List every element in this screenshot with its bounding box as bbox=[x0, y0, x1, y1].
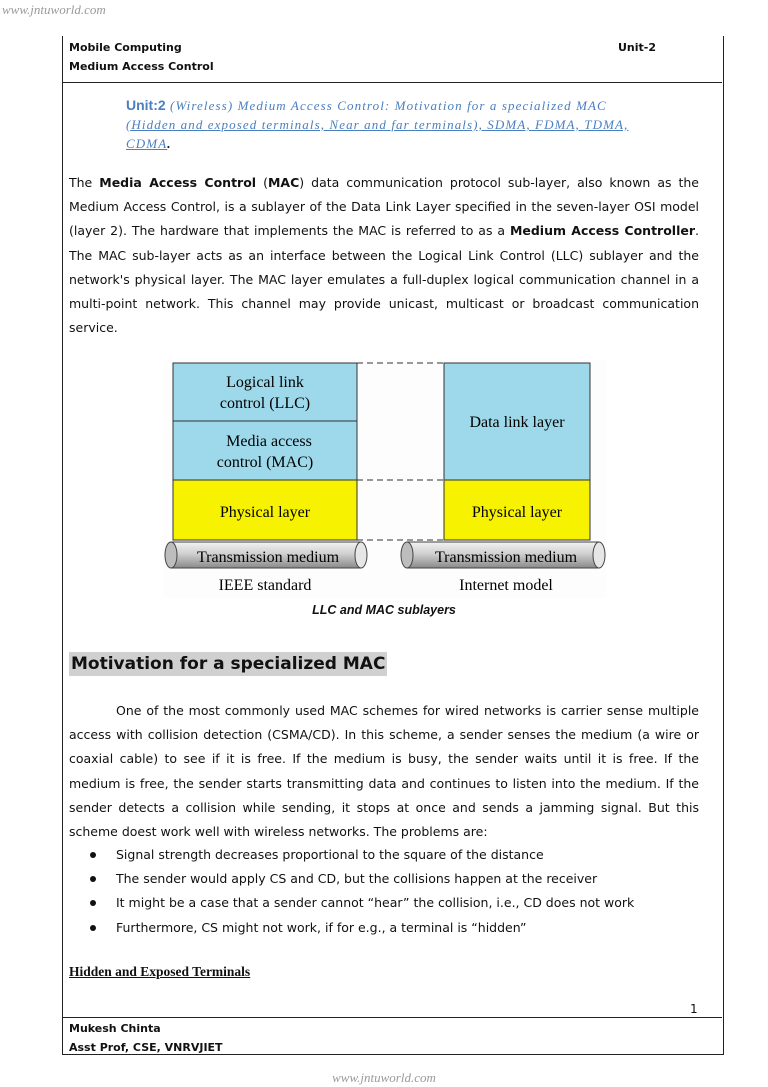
section-heading: Motivation for a specialized MAC bbox=[71, 654, 386, 674]
bullet-icon bbox=[90, 852, 96, 858]
unit-heading bbox=[126, 96, 698, 153]
motivation-paragraph: One of the most commonly used MAC schemes for wired networks is carrier sense multiple access with collision detection (CSMA/CD). In this scheme, a sender senses the medium (a wire or coaxial cable) to see if it is free. If the medium is busy, the sender waits until it is free. If the medium is free, the sender starts transmitting data and continues to listen into the medium. If the sender detects a collision while sending, it stops at once and sends a jamming signal. But this scheme doest work well with wireless networks. The problems are: bbox=[69, 703, 699, 840]
figure-caption: LLC and MAC sublayers bbox=[312, 603, 456, 617]
right-transmission-medium bbox=[401, 542, 605, 568]
unit-label: Unit:2 bbox=[126, 97, 166, 113]
footer-designation: Asst Prof, CSE, VNRVJIET bbox=[69, 1041, 223, 1054]
mac-label-line2: control (MAC) bbox=[216, 454, 314, 471]
unit-title-line3: CDMA bbox=[126, 136, 168, 151]
left-transmission-medium bbox=[165, 542, 367, 568]
watermark-bottom: www.jntuworld.com bbox=[332, 1070, 436, 1085]
bullet-icon bbox=[90, 876, 96, 882]
mac-label-line1: Media access bbox=[226, 433, 312, 450]
header-topic: Medium Access Control bbox=[69, 60, 214, 73]
watermark-top: www.jntuworld.com bbox=[2, 2, 106, 17]
datalink-label: Data link layer bbox=[469, 414, 565, 431]
unit-title-line1: (Wireless) Medium Access Control: Motivation for a specialized MAC bbox=[165, 98, 607, 113]
unit-title-line2: (Hidden and exposed terminals, Near and far terminals), SDMA, FDMA, TDMA, bbox=[126, 117, 629, 132]
unit-title-period: . bbox=[167, 136, 172, 151]
header-divider bbox=[62, 82, 722, 83]
bullet-icon bbox=[90, 900, 96, 906]
list-item: It might be a case that a sender cannot “hear” the collision, i.e., CD does not work bbox=[90, 891, 634, 915]
bullet-icon bbox=[90, 925, 96, 931]
llc-mac-diagram bbox=[163, 360, 607, 598]
term-mac: MAC bbox=[267, 175, 300, 190]
page-number: 1 bbox=[690, 1002, 698, 1016]
term-medium-access-controller: Medium Access Controller bbox=[509, 223, 696, 239]
llc-label-line2: control (LLC) bbox=[219, 395, 311, 412]
right-physical-label: Physical layer bbox=[471, 504, 563, 521]
internet-model-label: Internet model bbox=[459, 577, 553, 594]
list-item: Furthermore, CS might not work, if for e.g., a terminal is “hidden” bbox=[90, 916, 634, 940]
mac-box bbox=[173, 421, 357, 480]
list-item: The sender would apply CS and CD, but the collisions happen at the receiver bbox=[90, 867, 634, 891]
llc-label-line1: Logical link bbox=[226, 374, 304, 391]
term-media-access-control: Media Access Control bbox=[99, 175, 257, 190]
header-subject: Mobile Computing bbox=[69, 41, 182, 54]
left-physical-label: Physical layer bbox=[219, 504, 311, 521]
subheading-hidden-exposed: Hidden and Exposed Terminals bbox=[69, 964, 251, 979]
ieee-standard-label: IEEE standard bbox=[218, 577, 312, 594]
list-item: Signal strength decreases proportional to the square of the distance bbox=[90, 843, 634, 867]
problem-list bbox=[90, 843, 634, 940]
footer-divider bbox=[62, 1017, 722, 1018]
header-unit: Unit-2 bbox=[618, 41, 657, 54]
left-medium-label: Transmission medium bbox=[196, 549, 340, 566]
intro-paragraph: The Media Access Control (MAC) data communication protocol sub-layer, also known as the Medium Access Control, is a sublayer of the Data Link Layer specified in the seven-layer OSI model (layer 2). The hardware that implements the MAC is referred to as a Medium Access Controller. The MAC sub-layer acts as an interface between the Logical Link Control (LLC) sublayer and the network's physical layer. The MAC layer emulates a full-duplex logical communication channel in a multi-point network. This channel may provide unicast, multicast or broadcast communication service. bbox=[69, 175, 700, 336]
llc-box bbox=[173, 363, 357, 421]
right-medium-label: Transmission medium bbox=[434, 549, 578, 566]
footer-author: Mukesh Chinta bbox=[69, 1022, 161, 1035]
